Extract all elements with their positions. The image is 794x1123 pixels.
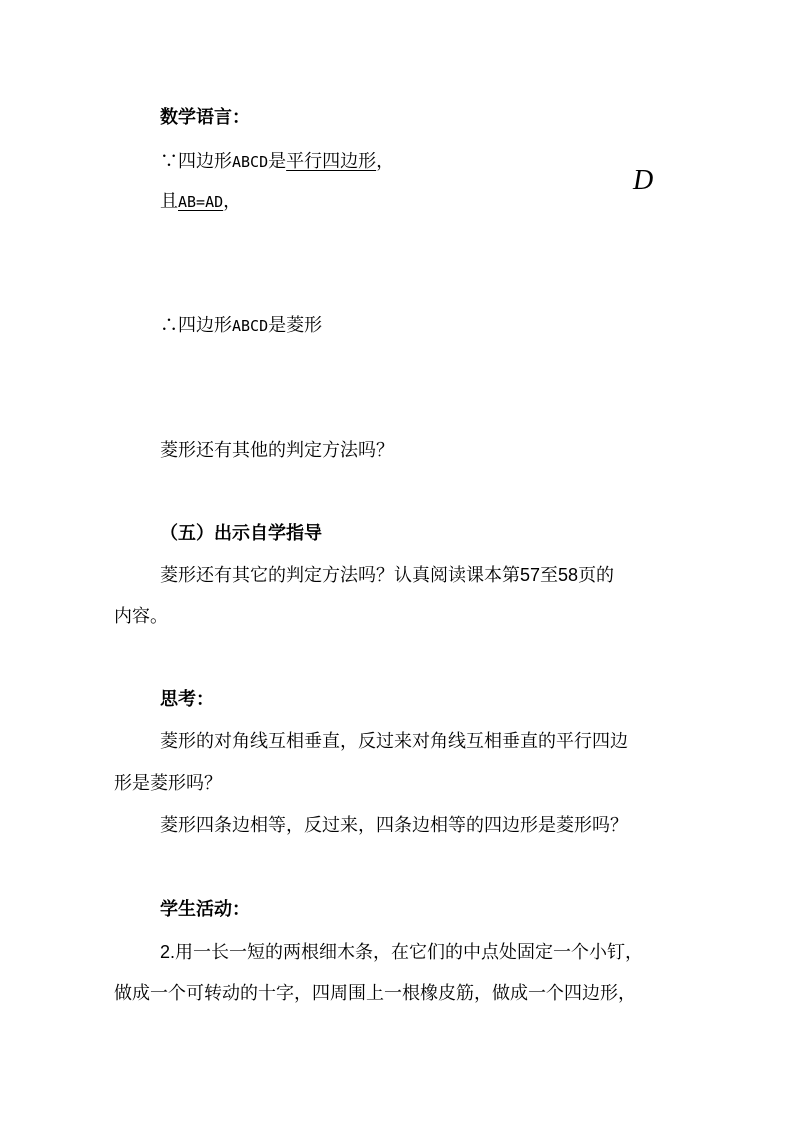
section-5-paragraph-line-1 xyxy=(160,563,614,588)
think-question-1-line-2: 形是菱形吗？ xyxy=(114,773,222,794)
conclusion-line xyxy=(160,314,322,338)
conclusion-prefix: ∴四边形 xyxy=(160,315,232,336)
page-number-end: 58 xyxy=(558,565,579,585)
think-question-2: 菱形四条边相等，反过来，四条边相等的四边形是菱形吗？ xyxy=(160,815,628,836)
premise-line-2 xyxy=(160,190,241,214)
premise-1-mid: 是 xyxy=(268,151,287,172)
question-line: 菱形还有其他的判定方法吗？ xyxy=(160,440,394,461)
section-5-text-c: 页的 xyxy=(578,565,615,586)
section-5-text-a: 菱形还有其它的判定方法吗？认真阅读课本第 xyxy=(160,565,520,586)
premise-line-1 xyxy=(160,150,394,174)
activity-line-2: 做成一个可转动的十字，四周围上一根橡皮筋，做成一个四边形， xyxy=(114,983,636,1004)
premise-2-prefix: 且 xyxy=(160,191,178,212)
premise-2-suffix: ， xyxy=(223,191,242,212)
quadrilateral-name: ABCD xyxy=(232,153,269,171)
conclusion-name: ABCD xyxy=(232,317,269,335)
figure-label-d: D xyxy=(633,165,654,196)
section-5-heading: （五）出示自学指导 xyxy=(160,523,322,544)
premise-1-suffix: ， xyxy=(376,151,395,172)
activity-item-number: 2. xyxy=(160,942,176,962)
section-5-text-b: 至 xyxy=(540,565,559,586)
page-number-start: 57 xyxy=(520,565,541,585)
conclusion-suffix: 是菱形 xyxy=(268,315,323,336)
section-5-paragraph-line-2: 内容。 xyxy=(114,606,168,627)
activity-line-1-text: 用一长一短的两根细木条，在它们的中点处固定一个小钉， xyxy=(175,942,644,963)
premise-1-prefix: ∵四边形 xyxy=(160,151,232,172)
activity-line-1 xyxy=(160,940,643,965)
premise-2-underlined: AB=AD xyxy=(178,193,224,211)
premise-1-underlined: 平行四边形 xyxy=(286,151,377,172)
math-language-heading: 数学语言： xyxy=(160,107,250,128)
activity-heading: 学生活动： xyxy=(160,899,250,920)
think-question-1-line-1: 菱形的对角线互相垂直，反过来对角线互相垂直的平行四边 xyxy=(160,731,628,752)
think-heading: 思考： xyxy=(160,689,214,710)
